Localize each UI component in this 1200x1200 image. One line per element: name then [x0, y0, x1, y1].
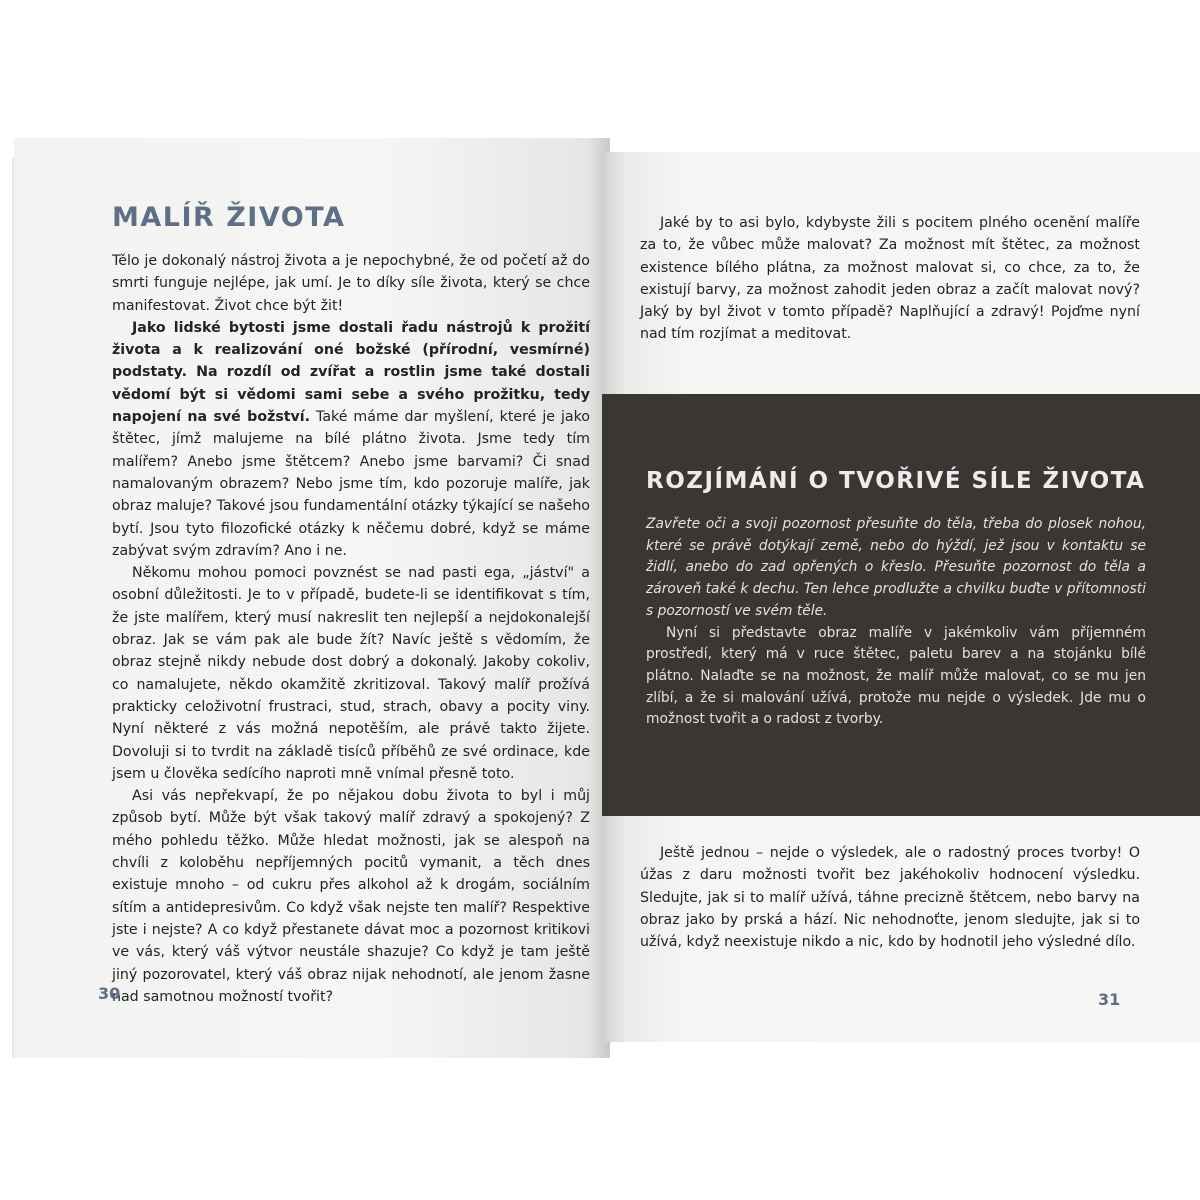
left-body-text	[112, 250, 590, 1008]
meditation-text	[646, 514, 1146, 731]
bold-passage: Jako lidské bytosti jsme dostali řadu nástrojů k prožití života a k realizování oné božské (přírodní, vesmírné) podstaty. Na rozdíl od zvířat a rostlin jsme také dostali vědomí být si vědomi sami sebe a svého prožitku, tedy napojení na své božství.	[112, 319, 590, 426]
chapter-title: MALÍŘ ŽIVOTA	[112, 202, 346, 233]
meditation-box	[602, 394, 1200, 816]
paragraph: Někomu mohou pomoci povznést se nad pasti ega, „jáství" a osobní důležitosti. Je to v případě, budete-li se identifikovat s tím, že jste malířem, který musí nakreslit ten nejlepší a nejdokonalejší obraz. Jak se vám pak ale bude žít? Navíc ještě s vědomím, že obraz stejně nikdy nebude dost dobrý a dokonalý. Jakoby cokoliv, co namalujete, někdo okamžitě zkritizoval. Takový malíř prožívá prakticky celoživotní frustraci, stud, strach, obavy a pocity viny. Nyní některé z vás možná nepotěším, ale právě takto žijete. Dovoluji si to tvrdit na základě tisíců příběhů ze své ordinace, kde jsem u člověka sedícího naproti mně vnímal přesně toto.	[112, 565, 590, 782]
paragraph: Jaké by to asi bylo, kdybyste žili s pocitem plného ocenění malíře za to, že vůbec může malovat? Za možnost mít štětec, za možnost existence bílého plátna, za možnost malovat si, co chce, za to, že existují barvy, za možnost zahodit jeden obraz a začít malovat nový? Jaký by byl život v tomto případě? Naplňující a zdravý! Pojďme nyní nad tím rozjímat a meditovat.	[640, 215, 1140, 343]
right-bottom-text	[640, 842, 1140, 953]
paragraph: Ještě jednou – nejde o výsledek, ale o radostný proces tvorby! O úžas z daru možnosti tvořit bez jakéhokoliv hodnocení výsledku. Sledujte, jak si to malíř užívá, táhne precizně štětcem, nebo barvy na obraz jako by prská a hází. Nic nehodnoťte, jenom sledujte, jak si to užívá, když neexistuje nikdo a nic, kdo by hodnotil jeho výsledné dílo.	[640, 845, 1140, 951]
right-top-text	[640, 212, 1140, 346]
passage: Také máme dar myšlení, které je jako štětec, jímž malujeme na bílé plátno života. Jsme tedy tím malířem? Anebo jsme štětcem? Anebo jsme barvami? Či snad namalovaným obrazem? Nebo jsme tím, kdo pozoruje malíře, jak obraz maluje? Takové jsou fundamentální otázky týkající se našeho bytí. Jsou tyto filozofické otázky k něčemu dobré, když se máme zabývat svým zdravím? Ano i ne.	[112, 409, 590, 559]
paragraph: Nyní si představte obraz malíře v jakémkoliv vám příjemném prostředí, který má v ruce štětec, paletu barev a na stojánku bílé plátno. Nalaďte se na možnost, že malíř může malovat, co se mu jen zlíbí, a že si malování užívá, protože mu nejde o výsledek. Jde mu o možnost tvořit a o radost z tvorby.	[646, 624, 1146, 728]
paragraph: Asi vás nepřekvapí, že po nějakou dobu života to byl i můj způsob bytí. Může být však takový malíř zdravý a spokojený? Z mého pohledu těžko. Může hledat možnosti, jak se alespoň na chvíli z koloběhu nepříjemných pocitů vymanit, a těch dnes existuje mnoho – od cukru přes alkohol až k drogám, sociálním sítím a antidepresivům. Co když však nejste ten malíř? Respektive jste i nejste? A co když přestanete dávat moc a pozornost kritikovi ve vás, který váš výtvor neustále shazuje? Co když je tam ještě jiný pozorovatel, který váš obraz nijak nehodnotí, ale jenom žasne nad samotnou možností tvořit?	[112, 788, 590, 1005]
page-number: 31	[1098, 990, 1121, 1009]
paragraph: Tělo je dokonalý nástroj života a je nepochybné, že od početí až do smrti funguje nejlépe, jak umí. Je to díky síle života, který se chce manifestovat. Život chce být žit!	[112, 253, 590, 314]
italic-paragraph: Zavřete oči a svoji pozornost přesuňte do těla, třeba do plosek nohou, které se právě dotýkají země, nebo do hýždí, jež jsou v kontaktu se židlí, anebo do zad opřených o křeslo. Přesuňte pozornost do těla a zároveň také k dechu. Ten lehce prodlužte a chvilku buďte v přítomnosti s pozorností ve svém těle.	[646, 516, 1146, 619]
meditation-title: ROZJÍMÁNÍ O TVOŘIVÉ SÍLE ŽIVOTA	[646, 468, 1146, 494]
left-page	[14, 138, 610, 1058]
right-page	[602, 152, 1200, 1042]
page-number: 30	[98, 984, 121, 1003]
paragraph	[112, 317, 590, 562]
